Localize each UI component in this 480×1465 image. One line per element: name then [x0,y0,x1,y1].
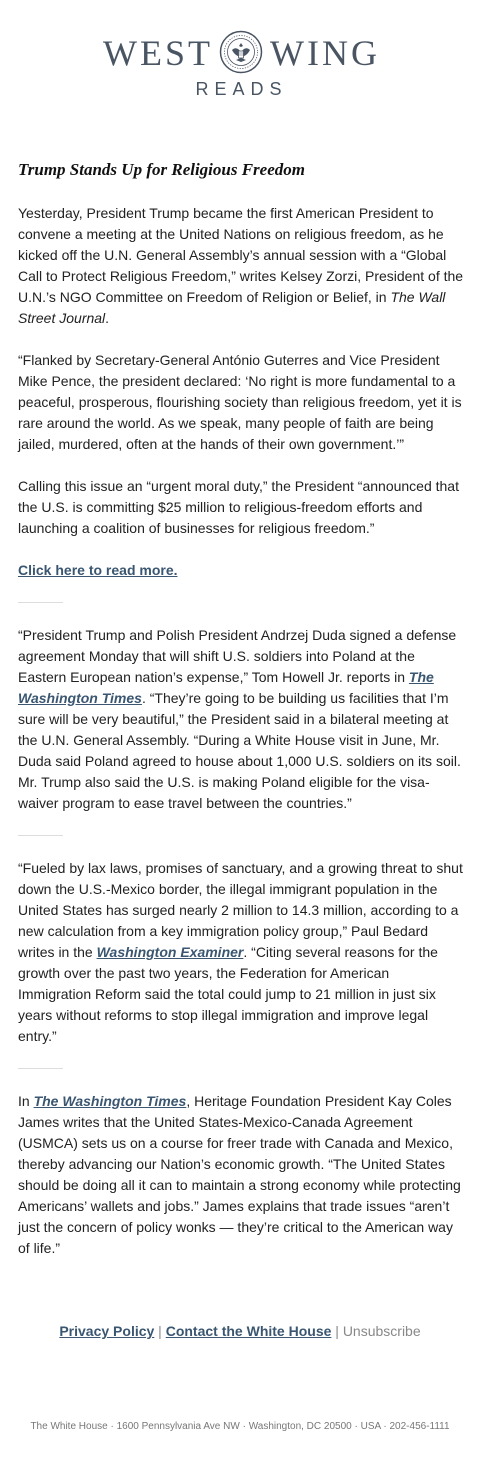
read-more-link[interactable]: Click here to read more. [18,562,178,578]
footer-links [0,1321,480,1341]
logo-word-west: WEST [103,33,213,73]
newsletter-body [18,158,464,1280]
article-paragraph [18,858,464,1047]
logo-subtitle: READS [195,79,288,99]
article-paragraph [18,1091,464,1259]
paragraph-text: “President Trump and Polish President Andrzej Duda signed a defense agreement Monday that will shift U.S. soldiers into Poland at the Eastern European nation’s expense,” Tom Howell Jr. reports in [18,627,457,685]
footer-separator: | [154,1323,166,1339]
presidential-seal-icon [219,30,263,74]
article-headline: Trump Stands Up for Religious Freedom [18,160,305,179]
read-more-paragraph [18,560,464,581]
publication-link[interactable]: The Washington Times [33,1093,187,1109]
paragraph-text: . [105,310,110,326]
article-paragraph [18,625,464,814]
section-divider [18,602,63,603]
newsletter-header [0,0,480,110]
paragraph-text: Yesterday, President Trump became the first American President to convene a meeting at the United Nations on religious freedom, as he kicked off the U.N. General Assembly’s annual session with a “Global Call to Protect Religious Freedom,” writes Kelsey Zorzi, President of the U.N.’s NGO Committee on Freedom of Religion or Belief, in [18,205,464,305]
contact-white-house-link[interactable]: Contact the White House [165,1323,332,1339]
paragraph-text: “Fueled by lax laws, promises of sanctuary, and a growing threat to shut down the U.S.-Mexico border, the illegal immigrant population in the United States has surged nearly 2 million to 14.3 million, according to a new calculation from a key immigration policy group,” Paul Bedard writes in the [18,860,463,960]
article-paragraph: Calling this issue an “urgent moral duty,” the President “announced that the U.S. is committing $25 million to religious-freedom efforts and launching a coalition of businesses for religious freedom.” [18,478,459,536]
footer-address: The White House · 1600 Pennsylvania Ave NW · Washington, DC 20500 · USA · 202-456-1111 [30,1421,450,1432]
publication-name: The Wall Street Journal [18,289,446,326]
footer-separator: | [331,1323,343,1339]
article-paragraph [18,203,464,329]
logo-word-wing: WING [270,33,380,73]
paragraph-text: In [18,1093,34,1109]
section-divider [18,1068,63,1069]
paragraph-text: . “They’re going to be building us facilities that I’m sure will be very beautiful,” the President said in a bilateral meeting at the U.N. General Assembly. “During a White House visit in June, Mr. Duda said Poland agreed to house about 1,000 U.S. soldiers on its soil. Mr. Trump also said the U.S. is making Poland eligible for the visa-waiver program to ease travel between the countries.” [18,690,461,811]
privacy-policy-link[interactable]: Privacy Policy [59,1323,155,1339]
section-divider [18,835,63,836]
publication-link[interactable]: Washington Examiner [96,944,244,960]
article-quote: “Flanked by Secretary-General António Guterres and Vice President Mike Pence, the president declared: ‘No right is more fundamental to a peaceful, prosperous, flourishing society than religious freedom, yet it is rare around the world. As we speak, many people of faith are being jailed, murdered, often at the hands of their own government.’” [18,352,462,452]
paragraph-text: . “Citing several reasons for the growth over the past two years, the Federation for American Immigration Reform said the total could jump to 21 million in just six years without reforms to stop illegal immigration and improve legal entry.” [18,944,438,1044]
unsubscribe-link[interactable]: Unsubscribe [342,1323,421,1339]
paragraph-text: , Heritage Foundation President Kay Coles James writes that the United States-Mexico-Canada Agreement (USMCA) sets us on a course for freer trade with Canada and Mexico, thereby advancing our Nation’s economic growth. “The United States should be doing all it can to maintain a strong economy while protecting Americans’ wallets and jobs.” James explains that trade issues “aren’t just the concern of policy wonks — they’re critical to the American way of life.” [18,1093,461,1256]
publication-link[interactable]: The Washington Times [18,669,434,706]
